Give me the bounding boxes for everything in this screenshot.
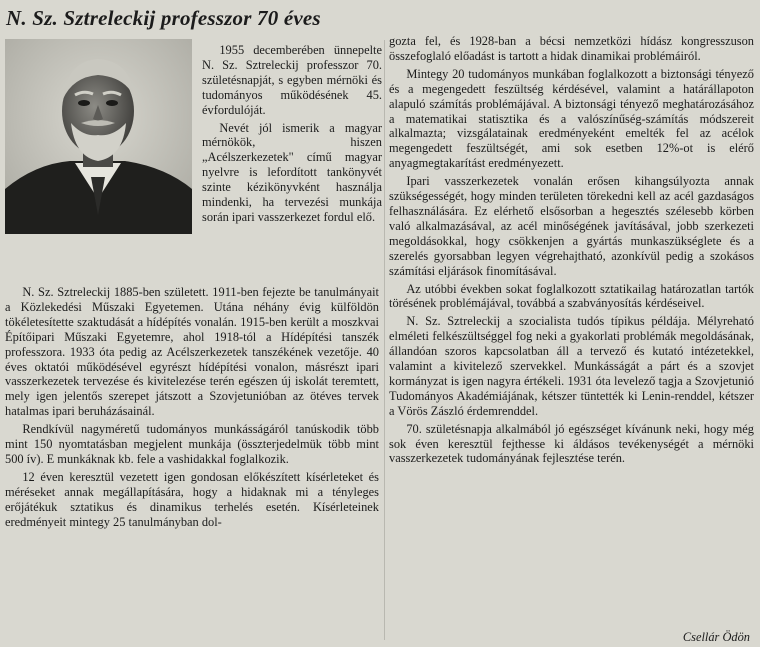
paragraph: N. Sz. Sztreleckij 1885-ben született. 1911-ben fejezte be tanulmányait a Közlekedési Műszaki Egyetemen. Utána néhány évig külföldön tökéletesítette szaktudását a hídépítés vonalán. 1915-ben került a moszkvai Építőipari Műszaki Egyetemre, ahol 1918-tól a Hídépítési tanszék professzora. 1933 óta pedig az Acélszerkezetek tanszékének vezetője. 40 éves oktatói működésével egyrészt hídépítési vonalon, másrészt ipari vasszerkezetek tervezése és kivitelezése terén egészen új iskolát teremtett, mely igen jelentős szerepet játszott a Szovjetunióban az ötéves tervek hatalmas ipari beruházásainál. [5,285,379,419]
paragraph: Ipari vasszerkezetek vonalán erősen kihangsúlyozta annak szükségességét, hogy minden területen törekedni kell az acél gazdaságos felhasználására. Ez elérhető elsősorban a hegesztés szélesebb körben való alkalmazásával, az acél minőségének javításával, jobb szerkezeti megoldásokkal, hogy csökkenjen a gyártás munkaszükséglete és a szerelés gyorsabban legyen végrehajtható, azonkívül pedig a szokásos számítási eljárások finomításával. [389,174,754,278]
article-title: N. Sz. Sztreleckij professzor 70 éves [6,6,321,30]
paragraph: 70. születésnapja alkalmából jó egészséget kívánunk neki, hogy még sok éven keresztül fejthesse ki áldásos tevékenységét a mérnöki vasszerkezetek tudományának fejlesztése terén. [389,421,754,466]
paragraph: Nevét jól ismerik a magyar mérnökök, hiszen „Acélszerkezetek" című magyar nyelvre is lefordított tankönyvét szinte kézikönyvként használja mindenki, ha tervezési munkája során ipari vasszerkezet fordul elő. [202,120,382,224]
author-signature: Csellár Ödön [682,630,750,644]
paragraph: gozta fel, és 1928-ban a bécsi nemzetközi hídász kongresszuson összefoglaló előadást is tartott a hidak dinamikai problémáiról. [389,34,754,63]
column-intro [202,43,382,225]
paragraph: N. Sz. Sztreleckij a szocialista tudós típikus példája. Mélyreható elméleti felkészültséggel fog neki a gyakorlati problémák megoldásának, állandóan szoros kapcsolatban áll a tervező és kutató intézetekkel, valamint a kivitelező szervekkel. Munkásságát a párt és a szovjet kormányzat is igen nagyra értékeli. 1931 óta levelező tagja a Szovjetunió Tudományos Akadémiájának, kétszer tüntették ki Lenin-renddel, kétszer a Vörös Zászló érdemrenddel. [389,314,754,418]
paragraph: Mintegy 20 tudományos munkában foglalkozott a biztonsági tényező és a megengedett feszültség kérdésével, valamint a határállapoton alapuló számítás problémájával. A biztonsági tényező meghatározásához a matematikai statisztika és a valószínűség-számítás módszereit alkalmazta; vizsgálatainak eredményeként emelték fel az acélok megengedett feszültségét, ami sok esetben 12%-ot is elérő anyagmegtakarítást eredményezett. [389,66,754,171]
paragraph: 12 éven keresztül vezetett igen gondosan előkészített kísérleteket és méréseket annak megállapítására, hogy a hidaknak mi a tényleges erőjátékuk sztatikus és dinamikus terhelés esetén. Kísérleteinek eredményeit mintegy 25 tanulmányban dol- [5,469,379,529]
column-divider [384,40,385,640]
portrait-illustration [5,39,192,234]
paragraph: 1955 decemberében ünnepelte N. Sz. Sztreleckij professzor 70. születésnapját, s egyben mérnöki és tudományos működésének 45. évfordulóját. [202,43,382,117]
column-left [5,285,379,530]
paragraph: Rendkívül nagyméretű tudományos munkásságáról tanúskodik több mint 150 nyomtatásban megjelent munkája (összterjedelmük több mint 500 ív). E munkáknak kb. fele a vashidakkal foglalkozik. [5,422,379,466]
portrait-photo [5,39,192,234]
paragraph: Az utóbbi években sokat foglalkozott sztatikailag határozatlan tartók törésének problémájával, továbbá a szabványosítás kérdéseivel. [389,281,754,311]
column-right [389,34,754,466]
